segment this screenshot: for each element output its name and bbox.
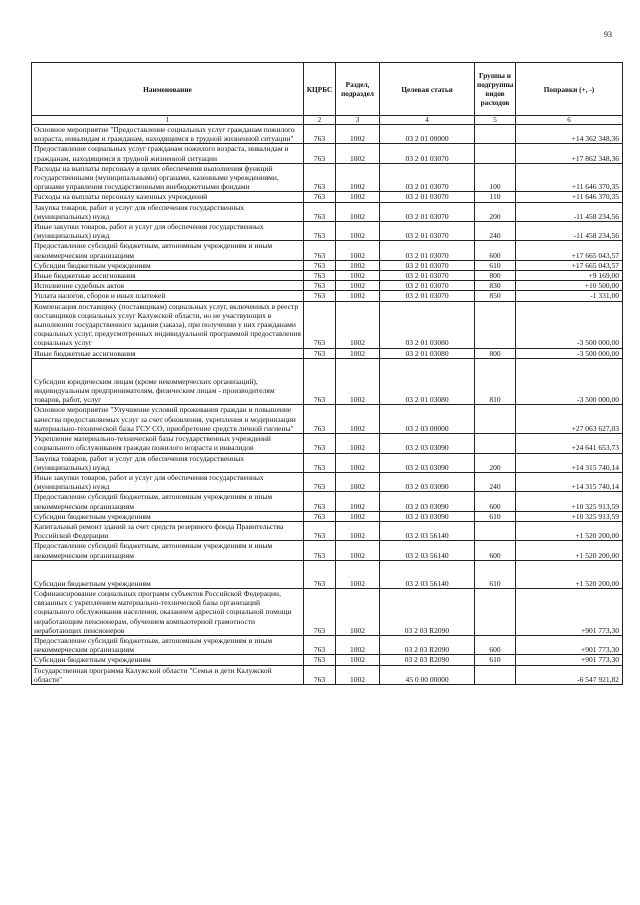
row-article-cell: 03 2 03 03090 [380, 511, 475, 521]
table-row [32, 202, 623, 221]
row-section-cell: 1002 [336, 241, 380, 260]
row-amount-cell: +17 665 043,57 [516, 260, 623, 270]
row-section-cell: 1002 [336, 472, 380, 491]
table-row [32, 453, 623, 472]
table-row [32, 358, 623, 405]
column-number-row [32, 116, 623, 125]
column-number: 6 [516, 116, 623, 125]
row-group-cell [475, 405, 516, 434]
row-article-cell: 03 2 03 56140 [380, 560, 475, 588]
row-article-cell: 03 2 03 56140 [380, 541, 475, 560]
row-article-cell: 03 2 01 03070 [380, 222, 475, 241]
row-name-cell: Предоставление субсидий бюджетным, автономным учреждениям и иным некоммерческим организациям [32, 541, 304, 560]
row-ktrbs-cell: 763 [304, 635, 336, 654]
row-group-cell: 240 [475, 472, 516, 491]
row-section-cell: 1002 [336, 144, 380, 163]
row-amount-cell: -3 500 000,00 [516, 348, 623, 358]
row-ktrbs-cell: 763 [304, 260, 336, 270]
row-name-cell: Субсидии бюджетным учреждениям [32, 560, 304, 588]
row-name-cell: Государственная программа Калужской области "Семья и дети Калужской области" [32, 665, 304, 684]
row-amount-cell: +1 520 200,00 [516, 560, 623, 588]
row-group-cell: 600 [475, 541, 516, 560]
table-row [32, 125, 623, 144]
row-article-cell: 03 2 03 56140 [380, 521, 475, 540]
row-group-cell [475, 144, 516, 163]
row-article-cell: 03 2 03 03090 [380, 434, 475, 453]
row-name-cell: Расходы на выплаты персоналу казенных учреждений [32, 192, 304, 202]
row-ktrbs-cell: 763 [304, 281, 336, 291]
row-article-cell: 03 2 01 03070 [380, 163, 475, 192]
row-article-cell: 45 0 00 00000 [380, 665, 475, 684]
row-amount-cell: +10 500,00 [516, 281, 623, 291]
row-amount-cell: +14 315 740,14 [516, 453, 623, 472]
row-name-cell: Софинансирование социальных программ субъектов Российской Федерации, связанных с укреплением материально-технической базы организаций социального обслуживания населения, оказанием адресной социальной помощи неработающим пенсионерам, обучением компьютерной грамотности неработающих пенсионеров [32, 588, 304, 635]
row-group-cell [475, 588, 516, 635]
column-number: 4 [380, 116, 475, 125]
table-row [32, 492, 623, 511]
row-amount-cell: +14 315 740,14 [516, 472, 623, 491]
row-amount-cell: +901 773,30 [516, 635, 623, 654]
row-group-cell: 800 [475, 271, 516, 281]
row-section-cell: 1002 [336, 665, 380, 684]
header-section: Раздел, подраздел [336, 63, 380, 116]
row-ktrbs-cell: 763 [304, 492, 336, 511]
row-group-cell: 240 [475, 222, 516, 241]
row-amount-cell: +11 646 370,35 [516, 192, 623, 202]
row-section-cell: 1002 [336, 260, 380, 270]
table-row [32, 301, 623, 348]
row-article-cell: 03 2 01 03070 [380, 144, 475, 163]
row-group-cell: 200 [475, 453, 516, 472]
row-amount-cell: +11 646 370,35 [516, 163, 623, 192]
row-group-cell: 110 [475, 192, 516, 202]
row-section-cell: 1002 [336, 492, 380, 511]
row-amount-cell: +14 362 348,36 [516, 125, 623, 144]
column-number: 1 [32, 116, 304, 125]
table-row [32, 560, 623, 588]
row-group-cell: 610 [475, 655, 516, 665]
row-group-cell: 610 [475, 560, 516, 588]
row-amount-cell: +24 641 653,73 [516, 434, 623, 453]
row-article-cell: 03 2 01 03070 [380, 260, 475, 270]
row-section-cell: 1002 [336, 291, 380, 301]
table-row [32, 260, 623, 270]
row-article-cell: 03 2 03 00000 [380, 405, 475, 434]
row-group-cell: 100 [475, 163, 516, 192]
row-section-cell: 1002 [336, 655, 380, 665]
row-amount-cell: +27 063 627,03 [516, 405, 623, 434]
row-article-cell: 03 2 01 03070 [380, 291, 475, 301]
row-section-cell: 1002 [336, 358, 380, 405]
table-row [32, 163, 623, 192]
row-name-cell: Субсидии бюджетным учреждениям [32, 260, 304, 270]
table-row [32, 281, 623, 291]
amendments-table [31, 62, 623, 685]
row-article-cell: 03 2 01 03070 [380, 192, 475, 202]
row-name-cell: Иные бюджетные ассигнования [32, 348, 304, 358]
table-row [32, 665, 623, 684]
row-name-cell: Исполнение судебных актов [32, 281, 304, 291]
row-amount-cell: +901 773,30 [516, 588, 623, 635]
row-article-cell: 03 2 01 03080 [380, 301, 475, 348]
row-ktrbs-cell: 763 [304, 588, 336, 635]
row-article-cell: 03 2 03 R2090 [380, 588, 475, 635]
table-row [32, 655, 623, 665]
row-amount-cell: +1 520 200,00 [516, 521, 623, 540]
row-group-cell: 600 [475, 492, 516, 511]
row-amount-cell: +10 325 913,59 [516, 511, 623, 521]
page-number: 93 [604, 30, 612, 39]
table-row [32, 434, 623, 453]
row-ktrbs-cell: 763 [304, 453, 336, 472]
row-section-cell: 1002 [336, 163, 380, 192]
row-ktrbs-cell: 763 [304, 521, 336, 540]
row-section-cell: 1002 [336, 635, 380, 654]
table-row [32, 348, 623, 358]
row-article-cell: 03 2 01 03080 [380, 358, 475, 405]
row-article-cell: 03 2 03 R2090 [380, 655, 475, 665]
row-ktrbs-cell: 763 [304, 291, 336, 301]
row-name-cell: Предоставление субсидий бюджетным, автономным учреждениям и иным некоммерческим организациям [32, 241, 304, 260]
row-article-cell: 03 2 01 03070 [380, 281, 475, 291]
row-section-cell: 1002 [336, 434, 380, 453]
table-row [32, 192, 623, 202]
row-amount-cell: -3 500 000,00 [516, 358, 623, 405]
row-amount-cell: -1 331,00 [516, 291, 623, 301]
column-number: 2 [304, 116, 336, 125]
table-body [32, 125, 623, 685]
row-amount-cell: -11 458 234,56 [516, 202, 623, 221]
table-row [32, 291, 623, 301]
row-group-cell [475, 665, 516, 684]
row-ktrbs-cell: 763 [304, 202, 336, 221]
table-row [32, 222, 623, 241]
row-section-cell: 1002 [336, 125, 380, 144]
row-section-cell: 1002 [336, 192, 380, 202]
row-section-cell: 1002 [336, 521, 380, 540]
row-ktrbs-cell: 763 [304, 271, 336, 281]
row-name-cell: Субсидии юридическим лицам (кроме некоммерческих организаций), индивидуальным предпринимателям, физическим лицам - производителям товаров, работ, услуг [32, 358, 304, 405]
row-ktrbs-cell: 763 [304, 541, 336, 560]
row-ktrbs-cell: 763 [304, 241, 336, 260]
row-amount-cell: +17 862 348,36 [516, 144, 623, 163]
row-group-cell: 600 [475, 635, 516, 654]
row-section-cell: 1002 [336, 222, 380, 241]
row-article-cell: 03 2 03 03090 [380, 492, 475, 511]
row-section-cell: 1002 [336, 511, 380, 521]
row-name-cell: Основное мероприятие "Предоставление социальных услуг гражданам пожилого возраста, инвалидам и гражданам, находящимся в трудной жизненной ситуации" [32, 125, 304, 144]
row-ktrbs-cell: 763 [304, 125, 336, 144]
row-section-cell: 1002 [336, 348, 380, 358]
row-ktrbs-cell: 763 [304, 144, 336, 163]
row-name-cell: Закупка товаров, работ и услуг для обеспечения государственных (муниципальных) нужд [32, 453, 304, 472]
row-article-cell: 03 2 03 03090 [380, 453, 475, 472]
row-section-cell: 1002 [336, 588, 380, 635]
row-name-cell: Предоставление субсидий бюджетным, автономным учреждениям и иным некоммерческим организациям [32, 635, 304, 654]
row-article-cell: 03 2 01 03070 [380, 241, 475, 260]
row-name-cell: Закупка товаров, работ и услуг для обеспечения государственных (муниципальных) нужд [32, 202, 304, 221]
row-name-cell: Предоставление субсидий бюджетным, автономным учреждениям и иным некоммерческим организациям [32, 492, 304, 511]
header-name: Наименование [32, 63, 304, 116]
row-name-cell: Иные бюджетные ассигнования [32, 271, 304, 281]
row-section-cell: 1002 [336, 281, 380, 291]
row-section-cell: 1002 [336, 541, 380, 560]
table-row [32, 521, 623, 540]
row-amount-cell: +1 520 200,00 [516, 541, 623, 560]
row-group-cell: 610 [475, 260, 516, 270]
row-name-cell: Иные закупки товаров, работ и услуг для обеспечения государственных (муниципальных) нужд [32, 222, 304, 241]
row-ktrbs-cell: 763 [304, 405, 336, 434]
table-row [32, 588, 623, 635]
row-amount-cell: +9 169,00 [516, 271, 623, 281]
row-ktrbs-cell: 763 [304, 434, 336, 453]
row-article-cell: 03 2 03 03090 [380, 472, 475, 491]
row-amount-cell: -6 547 921,82 [516, 665, 623, 684]
row-article-cell: 03 2 01 00000 [380, 125, 475, 144]
row-section-cell: 1002 [336, 560, 380, 588]
row-ktrbs-cell: 763 [304, 358, 336, 405]
header-ktrbs: КЦРБС [304, 63, 336, 116]
table-row [32, 635, 623, 654]
row-group-cell: 830 [475, 281, 516, 291]
row-name-cell: Субсидии бюджетным учреждениям [32, 655, 304, 665]
table-row [32, 405, 623, 434]
row-ktrbs-cell: 763 [304, 472, 336, 491]
table-row [32, 511, 623, 521]
table-row [32, 271, 623, 281]
row-ktrbs-cell: 763 [304, 511, 336, 521]
row-name-cell: Иные закупки товаров, работ и услуг для обеспечения государственных (муниципальных) нужд [32, 472, 304, 491]
row-name-cell: Субсидии бюджетным учреждениям [32, 511, 304, 521]
table-row [32, 472, 623, 491]
row-article-cell: 03 2 03 R2090 [380, 635, 475, 654]
row-amount-cell: +10 325 913,59 [516, 492, 623, 511]
row-amount-cell: -11 458 234,56 [516, 222, 623, 241]
row-ktrbs-cell: 763 [304, 222, 336, 241]
table-row [32, 541, 623, 560]
row-group-cell: 200 [475, 202, 516, 221]
row-name-cell: Расходы на выплаты персоналу в целях обеспечения выполнения функций государственными (муниципальными) органами, казенными учреждениями, органами управления государственными внебюджетными фондами [32, 163, 304, 192]
row-section-cell: 1002 [336, 202, 380, 221]
row-group-cell [475, 521, 516, 540]
column-number: 5 [475, 116, 516, 125]
row-group-cell: 800 [475, 348, 516, 358]
row-article-cell: 03 2 01 03070 [380, 202, 475, 221]
row-group-cell [475, 301, 516, 348]
row-group-cell: 810 [475, 358, 516, 405]
table-row [32, 144, 623, 163]
row-name-cell: Компенсация поставщику (поставщикам) социальных услуг, включенных в реестр поставщиков социальных услуг Калужской области, но не участвующих в выполнении государственного задания (заказа), при получении у них гражданами социальных услуг, предусмотренных индивидуальной программой предоставления социальных услуг [32, 301, 304, 348]
row-ktrbs-cell: 763 [304, 560, 336, 588]
header-article: Целевая статья [380, 63, 475, 116]
row-ktrbs-cell: 763 [304, 655, 336, 665]
row-section-cell: 1002 [336, 301, 380, 348]
row-article-cell: 03 2 01 03080 [380, 348, 475, 358]
row-group-cell: 600 [475, 241, 516, 260]
row-ktrbs-cell: 763 [304, 348, 336, 358]
row-section-cell: 1002 [336, 453, 380, 472]
row-ktrbs-cell: 763 [304, 665, 336, 684]
header-amendments: Поправки (+, -) [516, 63, 623, 116]
table-row [32, 241, 623, 260]
header-row [32, 63, 623, 116]
row-amount-cell: +17 665 043,57 [516, 241, 623, 260]
row-group-cell: 610 [475, 511, 516, 521]
row-name-cell: Основное мероприятие "Улучшение условий проживания граждан и повышение качества предоставляемых услуг за счет обновления, укрепления и модернизации материально-технической базы ГСУ СО, приобретение средств личной гигиены" [32, 405, 304, 434]
row-name-cell: Предоставление социальных услуг гражданам пожилого возраста, инвалидам и гражданам, находящимся в трудной жизненной ситуации [32, 144, 304, 163]
row-group-cell: 850 [475, 291, 516, 301]
header-groups: Группы и подгруппы видов расходов [475, 63, 516, 116]
row-article-cell: 03 2 01 03070 [380, 271, 475, 281]
row-amount-cell: +901 773,30 [516, 655, 623, 665]
row-ktrbs-cell: 763 [304, 192, 336, 202]
row-section-cell: 1002 [336, 405, 380, 434]
row-ktrbs-cell: 763 [304, 301, 336, 348]
row-group-cell [475, 434, 516, 453]
row-name-cell: Уплата налогов, сборов и иных платежей [32, 291, 304, 301]
row-section-cell: 1002 [336, 271, 380, 281]
row-ktrbs-cell: 763 [304, 163, 336, 192]
row-group-cell [475, 125, 516, 144]
row-name-cell: Капитальный ремонт зданий за счет средств резервного фонда Правительства Российской Федерации [32, 521, 304, 540]
row-amount-cell: -3 500 000,00 [516, 301, 623, 348]
row-name-cell: Укрепление материально-технической базы государственных учреждений социального обслуживания граждан пожилого возраста и инвалидов [32, 434, 304, 453]
column-number: 3 [336, 116, 380, 125]
